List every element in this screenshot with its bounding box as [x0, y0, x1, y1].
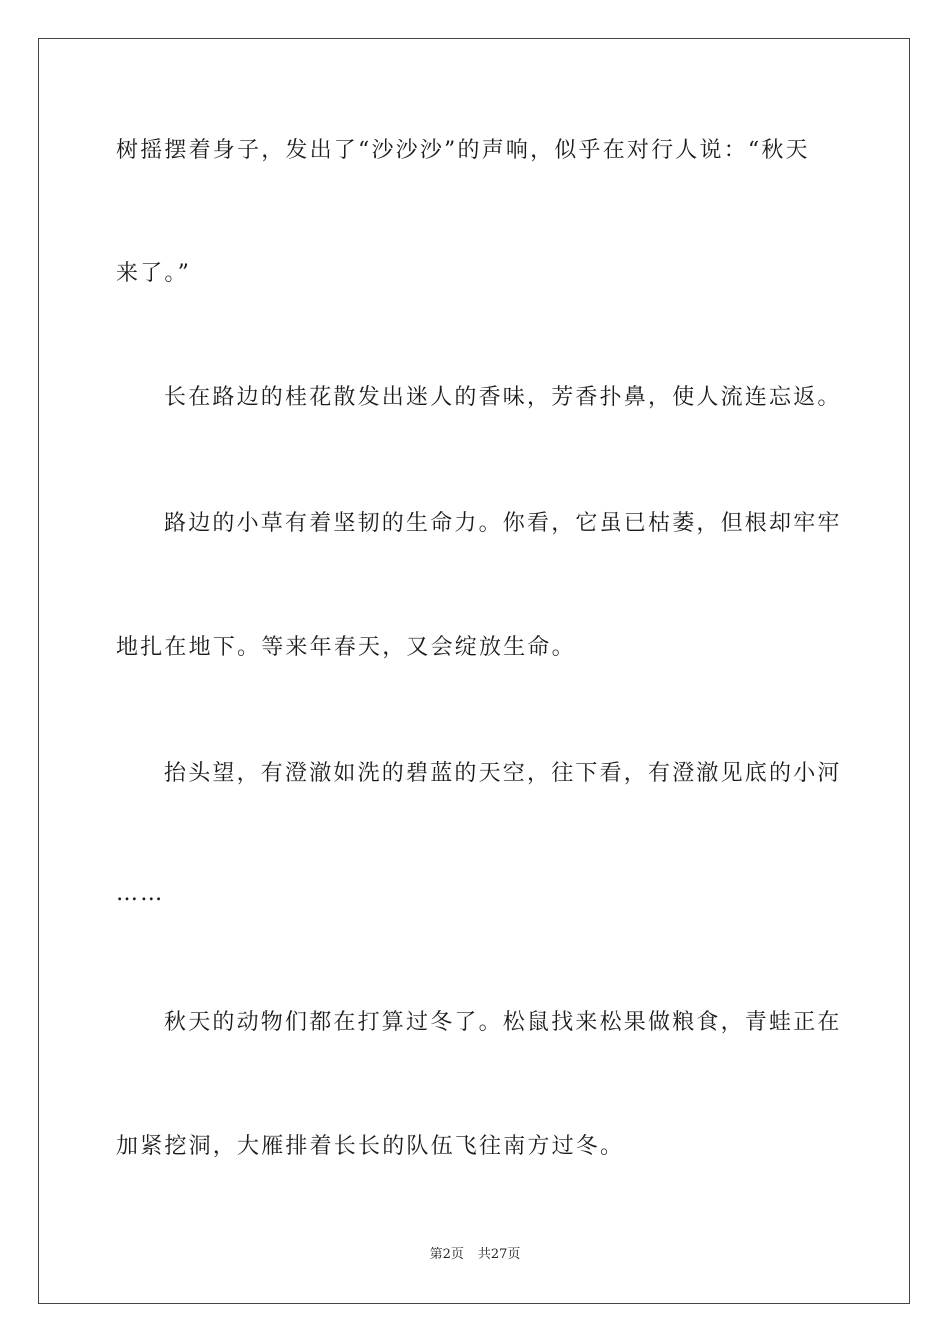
- paragraph-line-2: 来了。”: [116, 261, 192, 286]
- page-footer: [0, 1246, 950, 1264]
- paragraph-line-8: 秋天的动物们都在打算过冬了。松鼠找来松果做粮食，青蛙正在: [164, 1010, 842, 1035]
- paragraph-line-5: 地扎在地下。等来年春天，又会绽放生命。: [116, 635, 576, 660]
- page-number: 第2页: [429, 1247, 464, 1262]
- paragraph-line-1: 树摇摆着身子，发出了“沙沙沙”的声响，似乎在对行人说：“秋天: [116, 138, 810, 163]
- paragraph-line-7: ……: [116, 881, 165, 906]
- page-total: 共27页: [477, 1247, 521, 1262]
- paragraph-line-3: 长在路边的桂花散发出迷人的香味，芳香扑鼻，使人流连忘返。: [164, 385, 842, 410]
- page-border: [38, 38, 910, 1304]
- paragraph-line-4: 路边的小草有着坚韧的生命力。你看，它虽已枯萎，但根却牢牢: [164, 511, 842, 536]
- paragraph-line-9: 加紧挖洞，大雁排着长长的队伍飞往南方过冬。: [116, 1134, 625, 1159]
- paragraph-line-6: 抬头望，有澄澈如洗的碧蓝的天空，往下看，有澄澈见底的小河: [164, 761, 842, 786]
